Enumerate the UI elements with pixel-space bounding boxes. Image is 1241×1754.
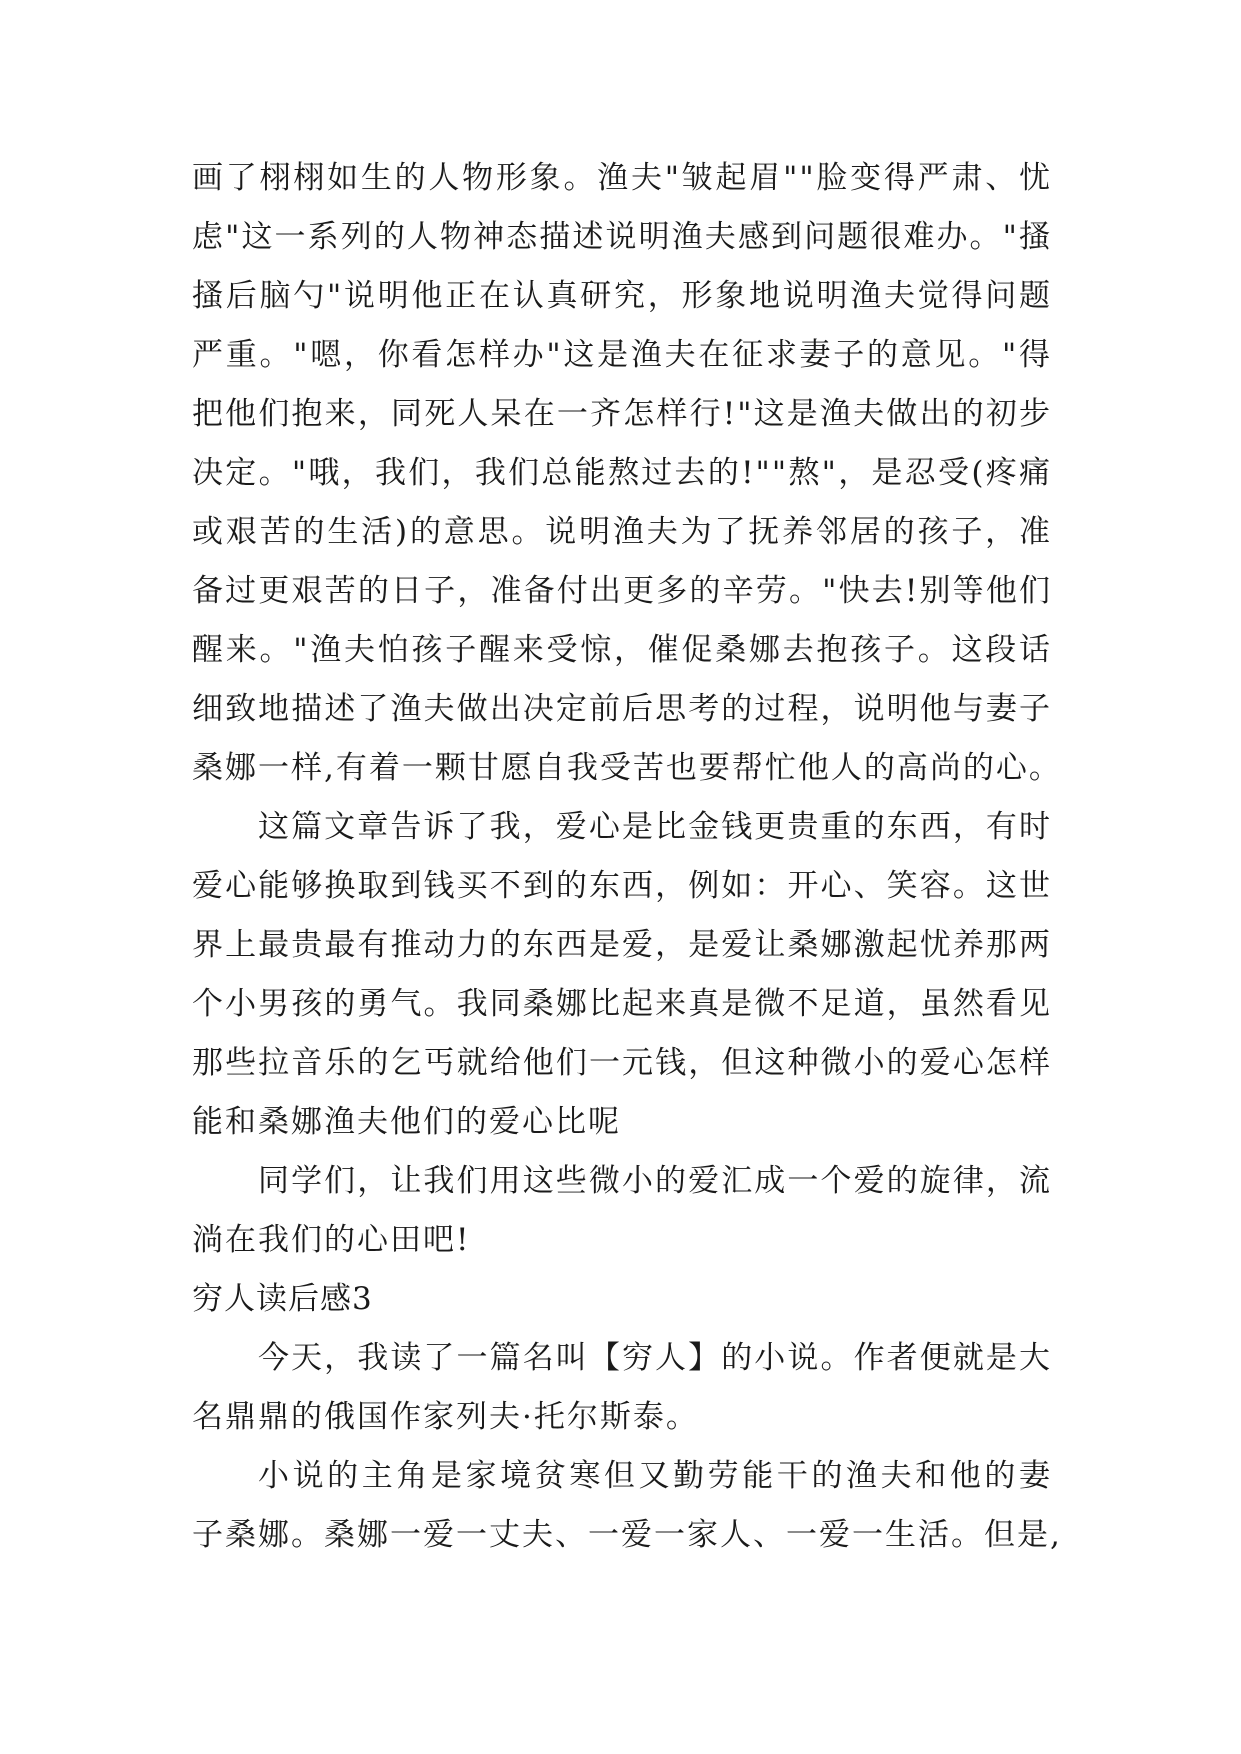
text-line: 爱心能够换取到钱买不到的东西，例如：开心、笑容。这世	[192, 868, 1052, 904]
text-line: 虑"这一系列的人物神态描述说明渔夫感到问题很难办。"搔	[192, 219, 1052, 255]
paragraph-first-line: 小说的主角是家境贫寒但又勤劳能干的渔夫和他的妻	[258, 1458, 1052, 1494]
text-line: 名鼎鼎的俄国作家列夫·托尔斯泰。	[192, 1399, 699, 1435]
section-heading: 穷人读后感3	[192, 1281, 373, 1317]
text-line: 子桑娜。桑娜一爱一丈夫、一爱一家人、一爱一生活。但是,	[192, 1517, 1062, 1553]
text-line: 能和桑娜渔夫他们的爱心比呢	[192, 1104, 621, 1140]
text-line: 把他们抱来，同死人呆在一齐怎样行!"这是渔夫做出的初步	[192, 396, 1052, 432]
text-line: 那些拉音乐的乞丐就给他们一元钱，但这种微小的爱心怎样	[192, 1045, 1052, 1081]
text-line: 搔后脑勺"说明他正在认真研究，形象地说明渔夫觉得问题	[192, 278, 1052, 314]
text-line: 备过更艰苦的日子，准备付出更多的辛劳。"快去!别等他们	[192, 573, 1052, 609]
paragraph-first-line: 这篇文章告诉了我，爱心是比金钱更贵重的东西，有时	[258, 809, 1052, 845]
paragraph-first-line: 今天，我读了一篇名叫【穷人】的小说。作者便就是大	[258, 1340, 1052, 1376]
text-line: 淌在我们的心田吧!	[192, 1222, 471, 1258]
text-line: 醒来。"渔夫怕孩子醒来受惊，催促桑娜去抱孩子。这段话	[192, 632, 1052, 668]
text-line: 界上最贵最有推动力的东西是爱，是爱让桑娜激起忧养那两	[192, 927, 1052, 963]
paragraph-first-line: 同学们，让我们用这些微小的爱汇成一个爱的旋律，流	[258, 1163, 1052, 1199]
text-line: 画了栩栩如生的人物形象。渔夫"皱起眉""脸变得严肃、忧	[192, 160, 1052, 196]
text-line: 或艰苦的生活)的意思。说明渔夫为了抚养邻居的孩子，准	[192, 514, 1052, 550]
text-line: 细致地描述了渔夫做出决定前后思考的过程，说明他与妻子	[192, 691, 1052, 727]
text-line: 决定。"哦，我们，我们总能熬过去的!""熬"，是忍受(疼痛	[192, 455, 1052, 491]
text-line: 个小男孩的勇气。我同桑娜比起来真是微不足道，虽然看见	[192, 986, 1052, 1022]
text-line: 严重。"嗯，你看怎样办"这是渔夫在征求妻子的意见。"得	[192, 337, 1052, 373]
text-line: 桑娜一样,有着一颗甘愿自我受苦也要帮忙他人的高尚的心。	[192, 750, 1062, 786]
